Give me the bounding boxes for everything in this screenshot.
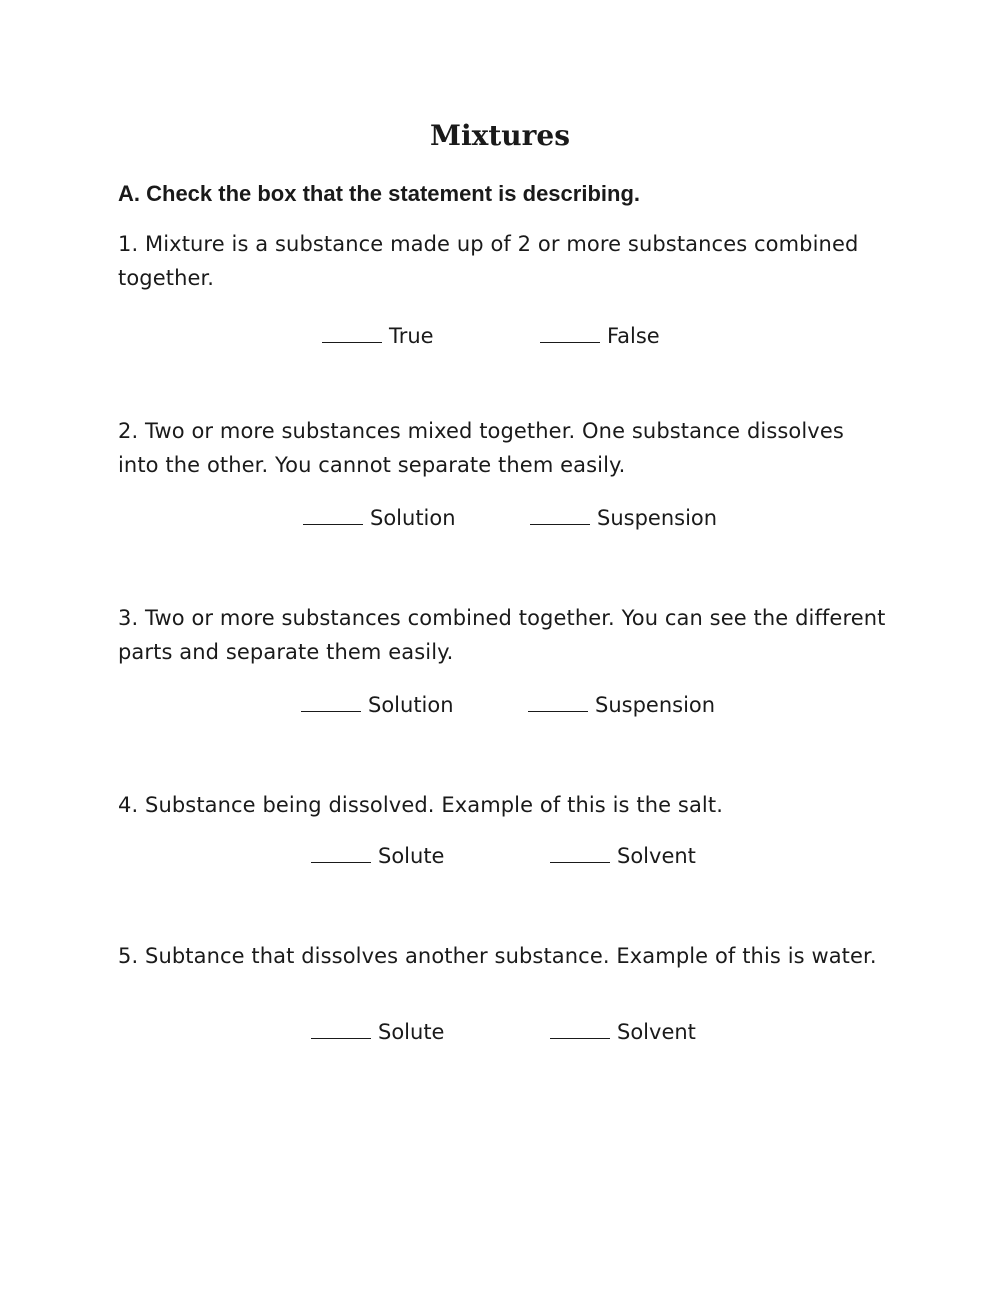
section-instruction: A. Check the box that the statement is describing. — [118, 181, 640, 206]
answer-blank[interactable] — [311, 1016, 371, 1039]
answer-blank[interactable] — [550, 1016, 610, 1039]
option-label: Solvent — [617, 844, 696, 868]
question-4-option-solvent[interactable] — [550, 840, 696, 871]
question-1-option-false[interactable] — [540, 320, 660, 351]
option-label: Solute — [378, 844, 445, 868]
answer-blank[interactable] — [322, 320, 382, 343]
question-5-text: 5. Subtance that dissolves another substance. Example of this is water. — [118, 944, 877, 968]
answer-blank[interactable] — [301, 689, 361, 712]
option-label: Suspension — [597, 506, 718, 530]
answer-blank[interactable] — [528, 689, 588, 712]
question-4-text: 4. Substance being dissolved. Example of this is the salt. — [118, 793, 723, 817]
option-label: Solution — [370, 506, 456, 530]
question-1-option-true[interactable] — [322, 320, 434, 351]
answer-blank[interactable] — [303, 502, 363, 525]
option-label: False — [607, 324, 660, 348]
question-3-option-solution[interactable] — [301, 689, 454, 720]
question-5-option-solute[interactable] — [311, 1016, 444, 1047]
answer-blank[interactable] — [530, 502, 590, 525]
question-5-option-solvent[interactable] — [550, 1016, 696, 1047]
question-2-option-suspension[interactable] — [530, 502, 717, 533]
worksheet-title: Mixtures — [430, 119, 570, 152]
question-2-option-solution[interactable] — [303, 502, 456, 533]
question-4-option-solute[interactable] — [311, 840, 444, 871]
option-label: Suspension — [595, 693, 716, 717]
question-3-option-suspension[interactable] — [528, 689, 715, 720]
answer-blank[interactable] — [311, 840, 371, 863]
option-label: Solvent — [617, 1020, 696, 1044]
question-3-text: 3. Two or more substances combined together. You can see the different parts and separate them easily. — [118, 606, 886, 664]
question-1-text: 1. Mixture is a substance made up of 2 or more substances combined together. — [118, 232, 859, 290]
option-label: Solute — [378, 1020, 445, 1044]
answer-blank[interactable] — [540, 320, 600, 343]
option-label: True — [389, 324, 434, 348]
option-label: Solution — [368, 693, 454, 717]
answer-blank[interactable] — [550, 840, 610, 863]
question-2-text: 2. Two or more substances mixed together. One substance dissolves into the other. You cannot separate them easily. — [118, 419, 844, 477]
